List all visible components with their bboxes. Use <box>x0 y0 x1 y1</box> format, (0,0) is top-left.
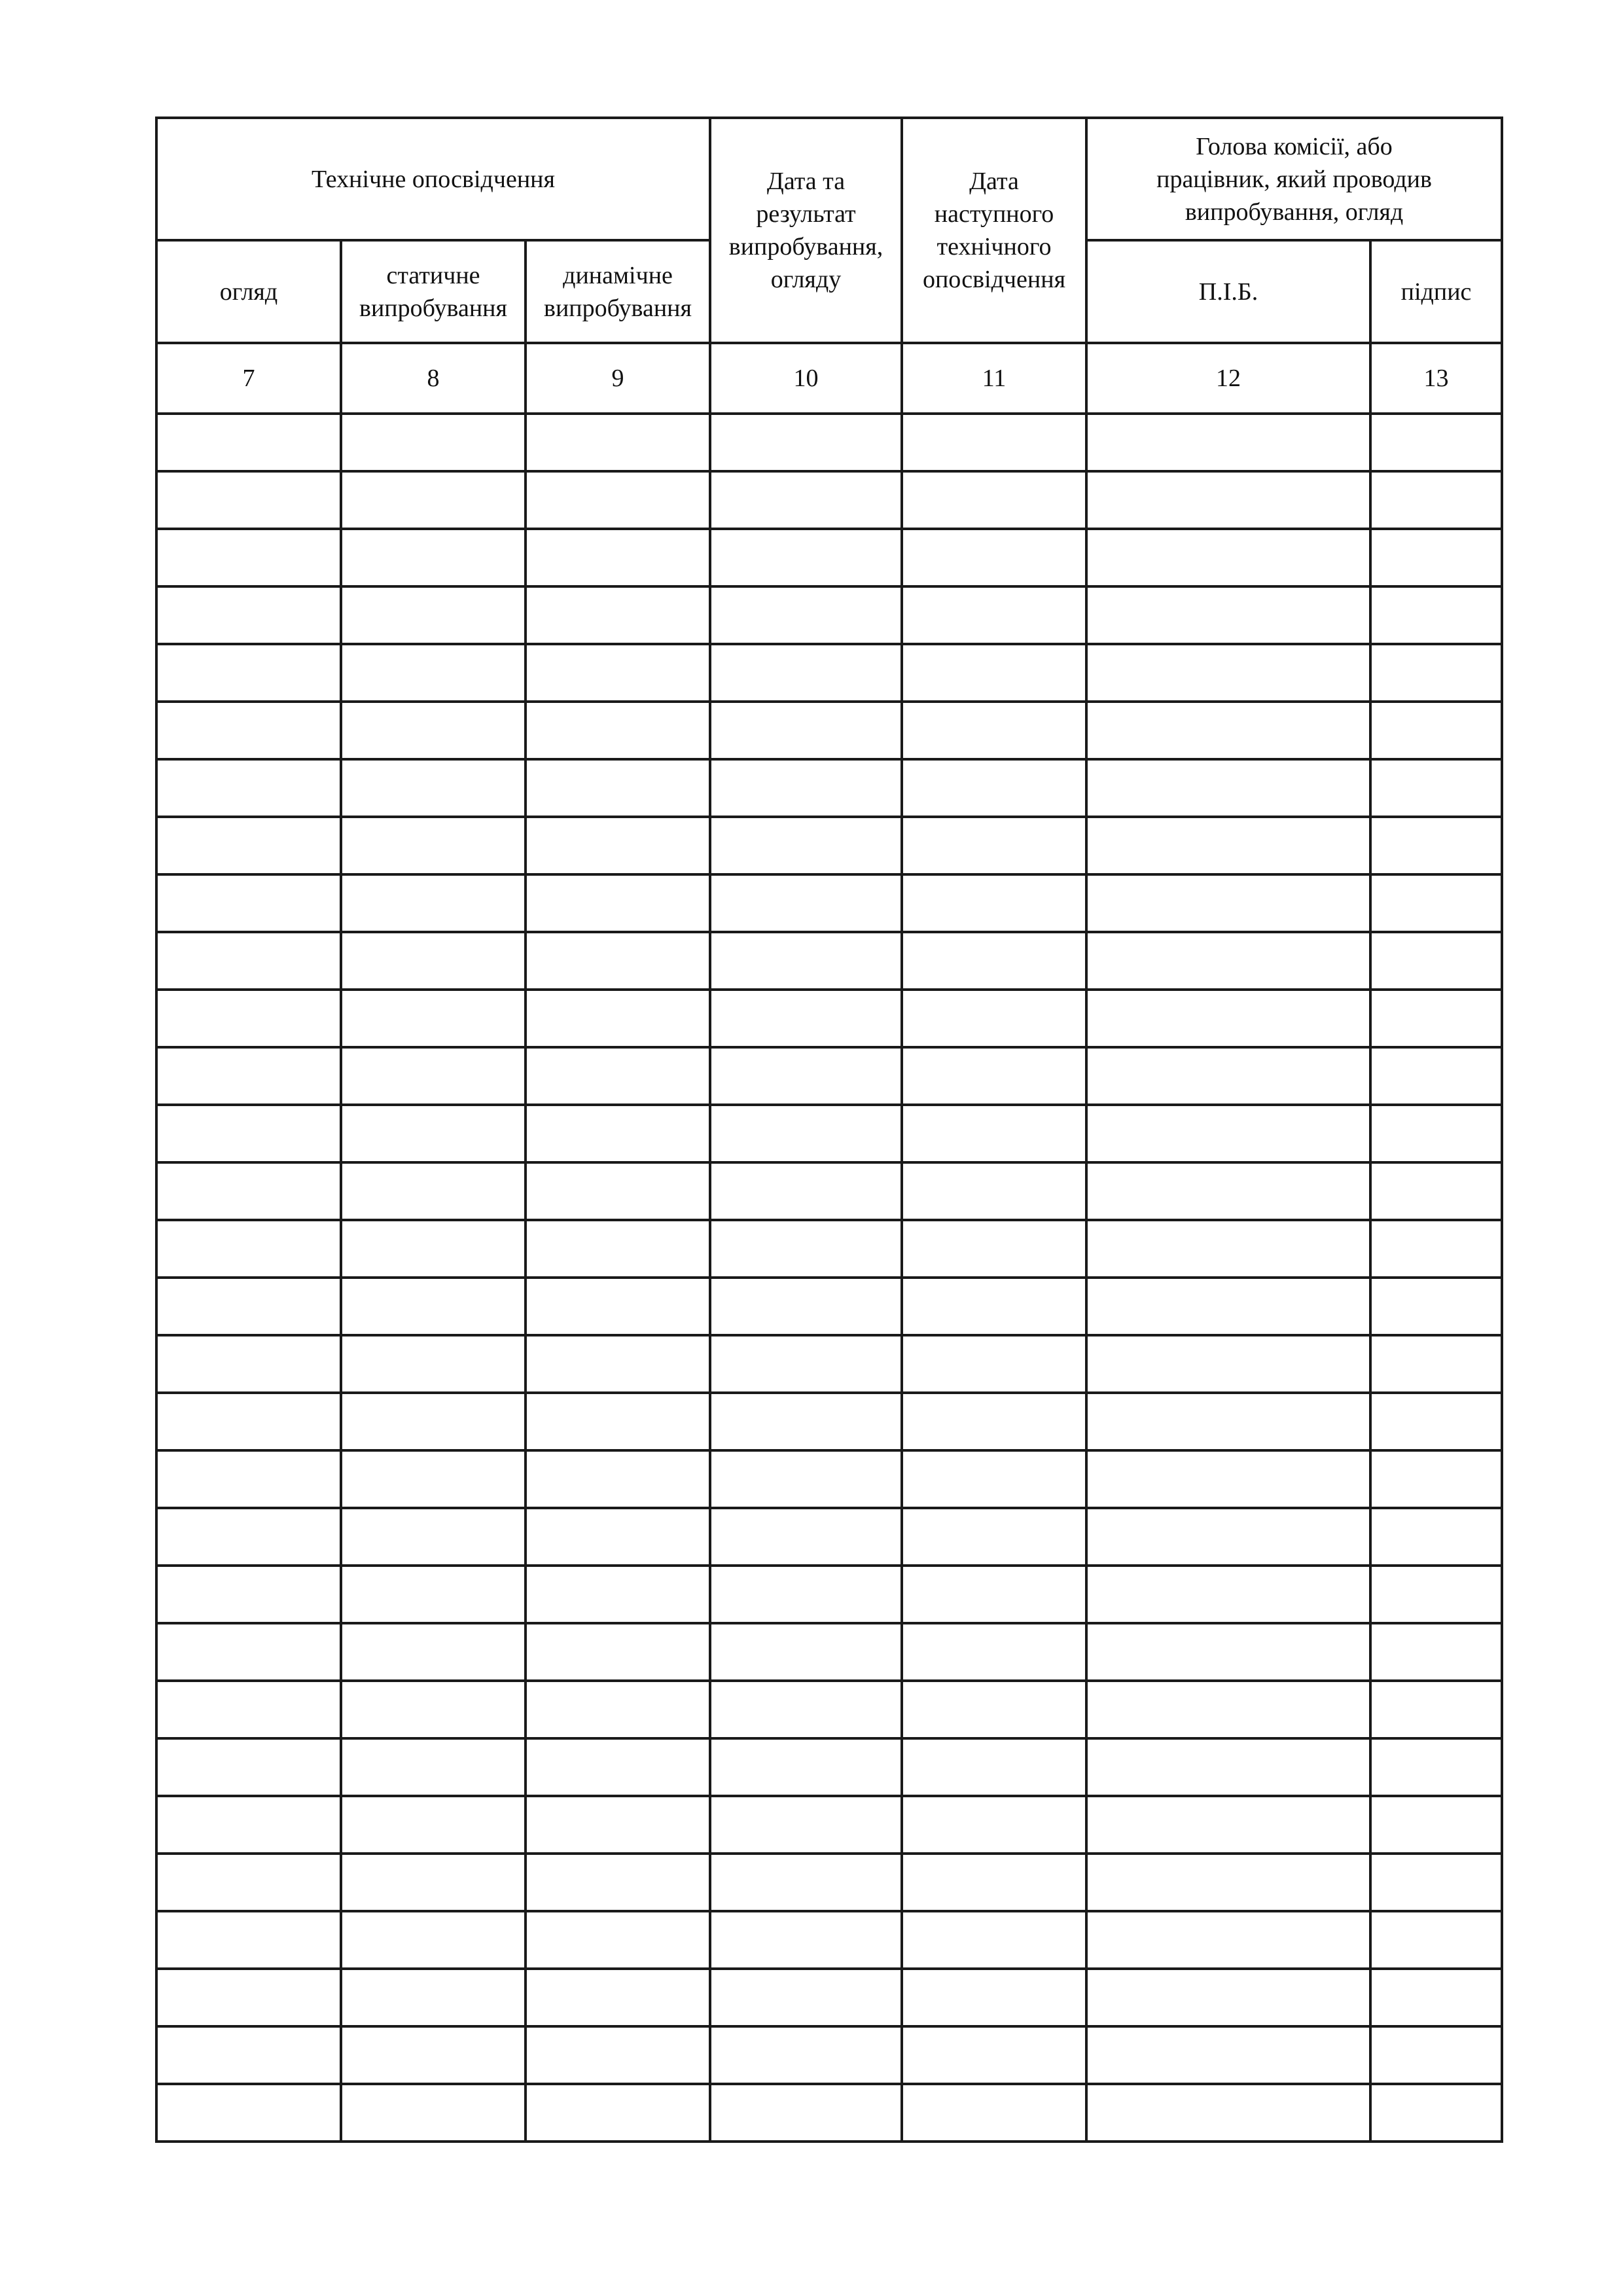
table-row <box>156 990 1502 1047</box>
table-cell[interactable] <box>526 1969 710 2026</box>
table-cell[interactable] <box>341 1681 526 1738</box>
table-cell[interactable] <box>902 1854 1086 1911</box>
table-cell[interactable] <box>902 932 1086 990</box>
table-cell[interactable] <box>902 1047 1086 1105</box>
table-cell[interactable] <box>341 1393 526 1450</box>
table-row <box>156 759 1502 817</box>
table-cell[interactable] <box>1370 1162 1502 1220</box>
table-cell[interactable] <box>710 1508 902 1566</box>
column-number: 13 <box>1370 343 1502 414</box>
table-cell[interactable] <box>156 2026 341 2084</box>
table-cell[interactable] <box>526 1911 710 1969</box>
table-cell[interactable] <box>341 1162 526 1220</box>
table-cell[interactable] <box>902 990 1086 1047</box>
table-cell[interactable] <box>1086 1220 1370 1278</box>
table-cell[interactable] <box>526 817 710 874</box>
table-cell[interactable] <box>526 414 710 471</box>
table-row <box>156 1969 1502 2026</box>
table-cell[interactable] <box>1086 644 1370 702</box>
table-row <box>156 1335 1502 1393</box>
dynamic-test-header-line: випробування <box>544 294 692 322</box>
table-cell[interactable] <box>1086 1738 1370 1796</box>
table-cell[interactable] <box>1370 1681 1502 1738</box>
table-cell[interactable] <box>1086 1969 1370 2026</box>
table-cell[interactable] <box>341 1969 526 2026</box>
table-row <box>156 1105 1502 1162</box>
table-cell[interactable] <box>156 586 341 644</box>
table-cell[interactable] <box>1086 1335 1370 1393</box>
table-row <box>156 817 1502 874</box>
table-cell[interactable] <box>902 1105 1086 1162</box>
table-cell[interactable] <box>156 1681 341 1738</box>
table-cell[interactable] <box>526 586 710 644</box>
table-cell[interactable] <box>156 471 341 529</box>
column-number: 10 <box>710 343 902 414</box>
table-row <box>156 1220 1502 1278</box>
table-cell[interactable] <box>156 1738 341 1796</box>
table-cell[interactable] <box>156 1623 341 1681</box>
table-cell[interactable] <box>526 1566 710 1623</box>
table-cell[interactable] <box>902 817 1086 874</box>
table-cell[interactable] <box>526 702 710 759</box>
table-row <box>156 644 1502 702</box>
table-cell[interactable] <box>1370 1969 1502 2026</box>
table-cell[interactable] <box>710 2084 902 2142</box>
table-cell[interactable] <box>710 817 902 874</box>
date-result-header <box>710 118 902 343</box>
table-cell[interactable] <box>341 1911 526 1969</box>
table-row <box>156 874 1502 932</box>
table-cell[interactable] <box>1086 817 1370 874</box>
table-cell[interactable] <box>1086 1278 1370 1335</box>
table-cell[interactable] <box>1086 2026 1370 2084</box>
table-row <box>156 1796 1502 1854</box>
column-number: 9 <box>526 343 710 414</box>
table-cell[interactable] <box>341 1854 526 1911</box>
table-cell[interactable] <box>1086 1911 1370 1969</box>
table-cell[interactable] <box>1086 1681 1370 1738</box>
table-row <box>156 1566 1502 1623</box>
table-cell[interactable] <box>902 702 1086 759</box>
table-row <box>156 586 1502 644</box>
table-cell[interactable] <box>1370 1508 1502 1566</box>
table-cell[interactable] <box>902 759 1086 817</box>
table-cell[interactable] <box>1370 1623 1502 1681</box>
table-cell[interactable] <box>156 1450 341 1508</box>
column-number-row <box>156 343 1502 414</box>
table-cell[interactable] <box>1370 1738 1502 1796</box>
table-cell[interactable] <box>341 817 526 874</box>
table-cell[interactable] <box>1370 932 1502 990</box>
table-cell[interactable] <box>526 471 710 529</box>
table-cell[interactable] <box>156 1335 341 1393</box>
table-cell[interactable] <box>156 644 341 702</box>
table-cell[interactable] <box>1086 702 1370 759</box>
table-cell[interactable] <box>156 759 341 817</box>
static-test-header-line: статичне <box>386 261 480 289</box>
table-cell[interactable] <box>341 990 526 1047</box>
table-cell[interactable] <box>902 1220 1086 1278</box>
table-cell[interactable] <box>156 1162 341 1220</box>
table-cell[interactable] <box>156 414 341 471</box>
table-cell[interactable] <box>1086 874 1370 932</box>
table-cell[interactable] <box>710 932 902 990</box>
table-cell[interactable] <box>156 702 341 759</box>
table-cell[interactable] <box>526 529 710 586</box>
table-cell[interactable] <box>1086 1162 1370 1220</box>
table-cell[interactable] <box>710 1162 902 1220</box>
table-cell[interactable] <box>710 529 902 586</box>
table-row <box>156 1450 1502 1508</box>
table-cell[interactable] <box>902 874 1086 932</box>
table-cell[interactable] <box>526 990 710 1047</box>
table-row <box>156 414 1502 471</box>
table-cell[interactable] <box>1086 1623 1370 1681</box>
table-cell[interactable] <box>526 1220 710 1278</box>
table-cell[interactable] <box>710 414 902 471</box>
table-cell[interactable] <box>1086 759 1370 817</box>
table-cell[interactable] <box>156 2084 341 2142</box>
chairman-header <box>1086 118 1502 240</box>
table-cell[interactable] <box>1086 1854 1370 1911</box>
table-cell[interactable] <box>710 1623 902 1681</box>
table-cell[interactable] <box>902 1911 1086 1969</box>
table-cell[interactable] <box>1370 2026 1502 2084</box>
table-cell[interactable] <box>341 529 526 586</box>
date-result-header-line: випробування, <box>728 233 883 260</box>
table-cell[interactable] <box>1370 990 1502 1047</box>
table-cell[interactable] <box>902 2084 1086 2142</box>
table-cell[interactable] <box>1370 702 1502 759</box>
table-row <box>156 2026 1502 2084</box>
table-cell[interactable] <box>341 1566 526 1623</box>
table-cell[interactable] <box>902 1162 1086 1220</box>
next-date-header-line: Дата <box>969 168 1019 195</box>
table-cell[interactable] <box>1370 817 1502 874</box>
static-test-header-line: випробування <box>359 294 507 322</box>
table-cell[interactable] <box>1086 529 1370 586</box>
table-cell[interactable] <box>526 759 710 817</box>
table-row <box>156 932 1502 990</box>
table-cell[interactable] <box>1370 1450 1502 1508</box>
table-cell[interactable] <box>1370 644 1502 702</box>
table-cell[interactable] <box>902 1508 1086 1566</box>
next-date-header-line: технічного <box>936 233 1052 260</box>
table-cell[interactable] <box>902 1969 1086 2026</box>
table-cell[interactable] <box>1370 1220 1502 1278</box>
table-cell[interactable] <box>526 1681 710 1738</box>
table-cell[interactable] <box>156 1105 341 1162</box>
dynamic-test-header <box>526 240 710 343</box>
table-cell[interactable] <box>902 529 1086 586</box>
table-cell[interactable] <box>156 1508 341 1566</box>
table-cell[interactable] <box>710 990 902 1047</box>
table-cell[interactable] <box>341 586 526 644</box>
table-cell[interactable] <box>341 1335 526 1393</box>
table-cell[interactable] <box>902 2026 1086 2084</box>
table-cell[interactable] <box>1370 1393 1502 1450</box>
table-cell[interactable] <box>710 471 902 529</box>
table-cell[interactable] <box>710 1278 902 1335</box>
table-cell[interactable] <box>526 932 710 990</box>
table-cell[interactable] <box>710 644 902 702</box>
chairman-header-line: працівник, який проводив <box>1156 165 1432 193</box>
chairman-header-line: випробування, огляд <box>1185 198 1404 226</box>
table-cell[interactable] <box>156 1278 341 1335</box>
dynamic-test-header-line: динамічне <box>563 261 673 289</box>
table-cell[interactable] <box>1086 1566 1370 1623</box>
table-cell[interactable] <box>902 1278 1086 1335</box>
table-cell[interactable] <box>341 644 526 702</box>
table-cell[interactable] <box>341 1220 526 1278</box>
table-cell[interactable] <box>710 1969 902 2026</box>
table-cell[interactable] <box>526 2084 710 2142</box>
table-cell[interactable] <box>1370 1854 1502 1911</box>
table-cell[interactable] <box>526 1047 710 1105</box>
table-cell[interactable] <box>156 1854 341 1911</box>
table-cell[interactable] <box>710 1047 902 1105</box>
table-cell[interactable] <box>902 1393 1086 1450</box>
table-cell[interactable] <box>1370 2084 1502 2142</box>
table-cell[interactable] <box>1086 990 1370 1047</box>
table-cell[interactable] <box>341 1738 526 1796</box>
table-row <box>156 1393 1502 1450</box>
table-cell[interactable] <box>1370 1566 1502 1623</box>
table-row <box>156 1854 1502 1911</box>
table-cell[interactable] <box>710 1738 902 1796</box>
table-cell[interactable] <box>156 529 341 586</box>
table-row <box>156 702 1502 759</box>
table-cell[interactable] <box>1086 1105 1370 1162</box>
table-cell[interactable] <box>710 586 902 644</box>
table-row <box>156 1738 1502 1796</box>
table-cell[interactable] <box>156 874 341 932</box>
table-cell[interactable] <box>1086 1047 1370 1105</box>
table-row <box>156 2084 1502 2142</box>
table-cell[interactable] <box>710 702 902 759</box>
table-cell[interactable] <box>902 1566 1086 1623</box>
table-cell[interactable] <box>1086 586 1370 644</box>
table-row <box>156 529 1502 586</box>
full-name-header: П.І.Б. <box>1086 240 1370 343</box>
table-cell[interactable] <box>902 1681 1086 1738</box>
table-cell[interactable] <box>1370 1911 1502 1969</box>
table-cell[interactable] <box>902 586 1086 644</box>
table-cell[interactable] <box>1086 1796 1370 1854</box>
table-cell[interactable] <box>156 817 341 874</box>
table-cell[interactable] <box>1086 471 1370 529</box>
table-cell[interactable] <box>710 1681 902 1738</box>
table-cell[interactable] <box>902 1335 1086 1393</box>
table-cell[interactable] <box>156 1566 341 1623</box>
table-cell[interactable] <box>341 1508 526 1566</box>
table-cell[interactable] <box>1370 586 1502 644</box>
table-cell[interactable] <box>341 1450 526 1508</box>
table-cell[interactable] <box>902 1738 1086 1796</box>
table-cell[interactable] <box>710 1911 902 1969</box>
table-cell[interactable] <box>156 932 341 990</box>
date-result-header-line: Дата та <box>766 168 846 195</box>
table-cell[interactable] <box>341 759 526 817</box>
static-test-header <box>341 240 526 343</box>
inspection-register-table <box>155 117 1503 2143</box>
table-cell[interactable] <box>1370 759 1502 817</box>
column-number: 8 <box>341 343 526 414</box>
table-cell[interactable] <box>710 1796 902 1854</box>
table-cell[interactable] <box>156 990 341 1047</box>
table-row <box>156 1508 1502 1566</box>
table-row <box>156 471 1502 529</box>
table-cell[interactable] <box>1086 414 1370 471</box>
header-row-top <box>156 118 1502 240</box>
table-cell[interactable] <box>156 1911 341 1969</box>
table-cell[interactable] <box>1370 1278 1502 1335</box>
table-cell[interactable] <box>1370 1047 1502 1105</box>
table-cell[interactable] <box>156 1220 341 1278</box>
table-cell[interactable] <box>526 1738 710 1796</box>
table-cell[interactable] <box>710 1105 902 1162</box>
table-cell[interactable] <box>341 2084 526 2142</box>
table-cell[interactable] <box>341 2026 526 2084</box>
table-cell[interactable] <box>710 1854 902 1911</box>
table-cell[interactable] <box>1086 1450 1370 1508</box>
table-cell[interactable] <box>710 1393 902 1450</box>
table-cell[interactable] <box>526 1335 710 1393</box>
table-cell[interactable] <box>1370 1335 1502 1393</box>
table-cell[interactable] <box>902 471 1086 529</box>
table-cell[interactable] <box>341 1796 526 1854</box>
table-cell[interactable] <box>526 644 710 702</box>
table-cell[interactable] <box>341 1623 526 1681</box>
table-row <box>156 1911 1502 1969</box>
table-cell[interactable] <box>156 1796 341 1854</box>
table-cell[interactable] <box>341 702 526 759</box>
table-cell[interactable] <box>341 471 526 529</box>
table-cell[interactable] <box>526 1508 710 1566</box>
table-cell[interactable] <box>710 874 902 932</box>
table-row <box>156 1047 1502 1105</box>
table-cell[interactable] <box>526 1450 710 1508</box>
table-cell[interactable] <box>902 644 1086 702</box>
table-cell[interactable] <box>710 1450 902 1508</box>
table-cell[interactable] <box>526 1854 710 1911</box>
date-result-header-line: огляду <box>770 266 842 293</box>
next-date-header <box>902 118 1086 343</box>
table-cell[interactable] <box>1086 932 1370 990</box>
table-cell[interactable] <box>156 1047 341 1105</box>
table-row <box>156 1278 1502 1335</box>
table-cell[interactable] <box>1370 1796 1502 1854</box>
table-cell[interactable] <box>526 1162 710 1220</box>
table-cell[interactable] <box>526 1796 710 1854</box>
table-cell[interactable] <box>341 414 526 471</box>
table-cell[interactable] <box>526 874 710 932</box>
table-cell[interactable] <box>710 2026 902 2084</box>
next-date-header-line: опосвідчення <box>922 266 1066 293</box>
column-number: 11 <box>902 343 1086 414</box>
table-cell[interactable] <box>156 1969 341 2026</box>
table-cell[interactable] <box>902 1796 1086 1854</box>
next-date-header-line: наступного <box>934 200 1054 228</box>
table-cell[interactable] <box>1370 471 1502 529</box>
table-cell[interactable] <box>526 1105 710 1162</box>
table-row <box>156 1681 1502 1738</box>
table-cell[interactable] <box>341 1105 526 1162</box>
inspection-header: огляд <box>156 240 341 343</box>
table-cell[interactable] <box>902 1450 1086 1508</box>
table-cell[interactable] <box>1370 414 1502 471</box>
table-cell[interactable] <box>1370 1105 1502 1162</box>
signature-header: підпис <box>1370 240 1502 343</box>
table-cell[interactable] <box>1370 529 1502 586</box>
chairman-header-line: Голова комісії, або <box>1196 132 1393 160</box>
table-row <box>156 1162 1502 1220</box>
date-result-header-line: результат <box>756 200 856 228</box>
table-cell[interactable] <box>902 414 1086 471</box>
table-cell[interactable] <box>1086 1393 1370 1450</box>
table-cell[interactable] <box>710 1335 902 1393</box>
table-cell[interactable] <box>341 1047 526 1105</box>
table-cell[interactable] <box>1086 2084 1370 2142</box>
table-cell[interactable] <box>526 2026 710 2084</box>
tech-inspection-header: Технічне опосвідчення <box>156 118 710 240</box>
table-cell[interactable] <box>710 759 902 817</box>
table-cell[interactable] <box>526 1278 710 1335</box>
table-row <box>156 1623 1502 1681</box>
table-cell[interactable] <box>1086 1508 1370 1566</box>
table-cell[interactable] <box>710 1566 902 1623</box>
table-cell[interactable] <box>710 1220 902 1278</box>
table-cell[interactable] <box>526 1393 710 1450</box>
table-cell[interactable] <box>341 1278 526 1335</box>
table-cell[interactable] <box>902 1623 1086 1681</box>
table-cell[interactable] <box>341 932 526 990</box>
table-cell[interactable] <box>341 874 526 932</box>
table-cell[interactable] <box>526 1623 710 1681</box>
column-number: 12 <box>1086 343 1370 414</box>
column-number: 7 <box>156 343 341 414</box>
table-cell[interactable] <box>1370 874 1502 932</box>
table-cell[interactable] <box>156 1393 341 1450</box>
inspection-register-sheet <box>155 117 1501 2143</box>
